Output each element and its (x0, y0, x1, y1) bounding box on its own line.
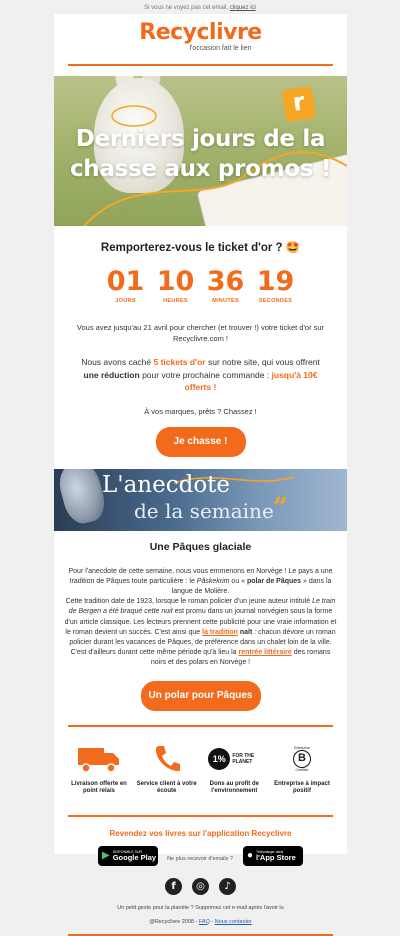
story-text-part: polar de Pâques (247, 577, 302, 585)
offer-highlight: jusqu'à 10€ offerts ! (184, 369, 318, 392)
hero-title-line-2: chasse aux promos ! (69, 156, 332, 182)
facebook-icon[interactable]: f (165, 878, 182, 895)
countdown-seconds (251, 268, 301, 308)
offer-text: Nous avons caché (81, 357, 154, 367)
divider (68, 64, 333, 66)
story-text-part: Le train de Bergen a été braqué cette nuit (68, 598, 336, 616)
quote-mark-icon: ” (273, 492, 288, 523)
copyright: @Recyclivre 2008 - (149, 918, 199, 925)
instagram-icon[interactable]: ◎ (192, 878, 209, 895)
countdown-days (101, 268, 151, 308)
eco-note: Un petit geste pour la planète ? Supprimez cet e-mail après l'avoir lu (117, 904, 284, 911)
contact-link[interactable]: Nous contacter (214, 918, 252, 925)
countdown-value: 10 (156, 266, 195, 297)
offer-highlight: 5 tickets d'or (153, 357, 206, 367)
countdown-label: JOURS (115, 298, 136, 304)
countdown-label: MINUTES (212, 298, 239, 304)
offer-bold: une réduction (83, 369, 140, 380)
app-store-name: l'App Store (256, 852, 296, 862)
story-text-part: : chacun dévore un roman policier durant les vacances de Pâques, de préférence dans un chalet loin de la ville. C'est d'ailleurs durant cette même période qu'à lieu la (69, 628, 336, 657)
countdown-value: 36 (206, 266, 245, 297)
anecdote-banner (54, 469, 347, 531)
call-paragraph: À vos marques, prêts ? Chassez ! (144, 406, 257, 416)
google-play-small: DISPONIBLE SUR (112, 849, 143, 854)
story-text-part: ou « (229, 577, 247, 585)
feature-bcorp (269, 741, 335, 805)
divider (68, 815, 333, 817)
rentree-litteraire-link[interactable]: rentrée littéraire (238, 649, 292, 657)
countdown-value: 01 (106, 266, 145, 297)
feature-service (134, 741, 200, 805)
tradition-link[interactable]: la tradition (202, 628, 238, 636)
bcorp-top: Entreprise (293, 745, 310, 750)
feature-delivery (66, 741, 132, 805)
unsubscribe-link[interactable]: Ne plus recevoir d'emails ? (167, 856, 233, 862)
separator: - (209, 918, 215, 925)
bcorp-bottom: Certifiée (295, 767, 309, 772)
story-text-part: des romans noirs et des polars en Norvège ! (150, 649, 331, 667)
tiktok-icon[interactable]: ♪ (219, 878, 236, 895)
story-text-part: » dans la langue de Molière. (171, 577, 332, 595)
hero-title-line-1: Derniers jours de la (75, 126, 326, 152)
offer-text: sur notre site, qui vous offrent (205, 357, 320, 367)
app-store-small: Télécharger dans (256, 849, 284, 854)
b-corp-icon (269, 741, 335, 777)
polar-button[interactable]: Un polar pour Pâques (141, 681, 261, 711)
google-play-icon: ▶ (102, 850, 110, 862)
tagline: l'occasion fait le lien (189, 45, 252, 52)
story-text-part: est promu dans un journal norvégien sous la forme d'un article classique. Les lecteurs prennent cette publicité pour une vraie information et le roman devient un succès. C'est ainsi que (64, 608, 337, 636)
one-percent-planet-icon (201, 741, 267, 777)
countdown-label: SECONDES (258, 298, 293, 304)
hero-banner[interactable] (54, 76, 347, 226)
countdown-label: HEURES (163, 298, 188, 304)
top-note (0, 0, 400, 14)
social-links (54, 878, 347, 896)
feature-label: Livraison offerte en point relais (71, 780, 127, 795)
one-percent-text: FOR THE PLANET (232, 752, 255, 765)
truck-icon (66, 741, 132, 777)
faq-link[interactable]: FAQ (198, 918, 210, 925)
countdown-minutes (201, 268, 251, 308)
header (54, 14, 347, 64)
app-title: Revendez vos livres sur l'application Recyclivre (109, 828, 292, 838)
story-title: Une Pâques glaciale (149, 540, 252, 553)
top-note-text: Si vous ne voyez pas cet email, (144, 5, 230, 11)
countdown-hours (151, 268, 201, 308)
bcorp-letter: B (293, 750, 311, 768)
google-play-name: Google Play (112, 852, 157, 862)
bottom-note (0, 852, 400, 862)
anecdote-title: L'anecdote (102, 471, 231, 498)
offer-paragraph (54, 356, 347, 394)
footer-links (54, 918, 347, 926)
feature-planet (201, 741, 267, 805)
view-online-link[interactable]: cliquez ici (229, 5, 256, 11)
divider (68, 934, 333, 936)
feature-label: Dons au profit de l'environnement (209, 780, 259, 795)
story-text-part: Påskekrim (196, 577, 230, 585)
features-row (54, 741, 347, 805)
anecdote-subtitle: de la semaine (134, 498, 274, 523)
intro-paragraph: Vous avez jusqu'au 21 avril pour chercher (et trouver !) votre ticket d'or sur Recyclivre.com ! (76, 323, 325, 343)
apple-icon: ● (247, 850, 254, 862)
story-text-part: Cette tradition date de 1923, lorsque le roman policier d'un jeune auteur intitulé (65, 598, 313, 606)
feature-label: Entreprise à impact positif (274, 780, 330, 795)
divider (68, 725, 333, 727)
countdown-value: 19 (256, 266, 295, 297)
question-heading: Remporterez-vous le ticket d'or ? 🤩 (100, 242, 301, 254)
offer-text: pour votre prochaine commande : (139, 369, 272, 380)
story-text-part: naît (237, 628, 253, 636)
feature-label: Service client à votre écoute (136, 780, 197, 795)
one-percent-badge: 1% (208, 748, 230, 770)
story-text (54, 567, 347, 669)
countdown (54, 268, 347, 308)
recyclivre-tag-icon: r (282, 86, 316, 122)
story-text-part: Pour l'anecdote de cette semaine, nous vous emmenons en Norvège ! Le pays a une tradition de Pâques toute particulière : le (68, 567, 333, 585)
hunt-button[interactable]: Je chasse ! (156, 427, 246, 457)
logo[interactable]: Recyclivre (139, 20, 262, 45)
phone-icon (134, 741, 200, 777)
